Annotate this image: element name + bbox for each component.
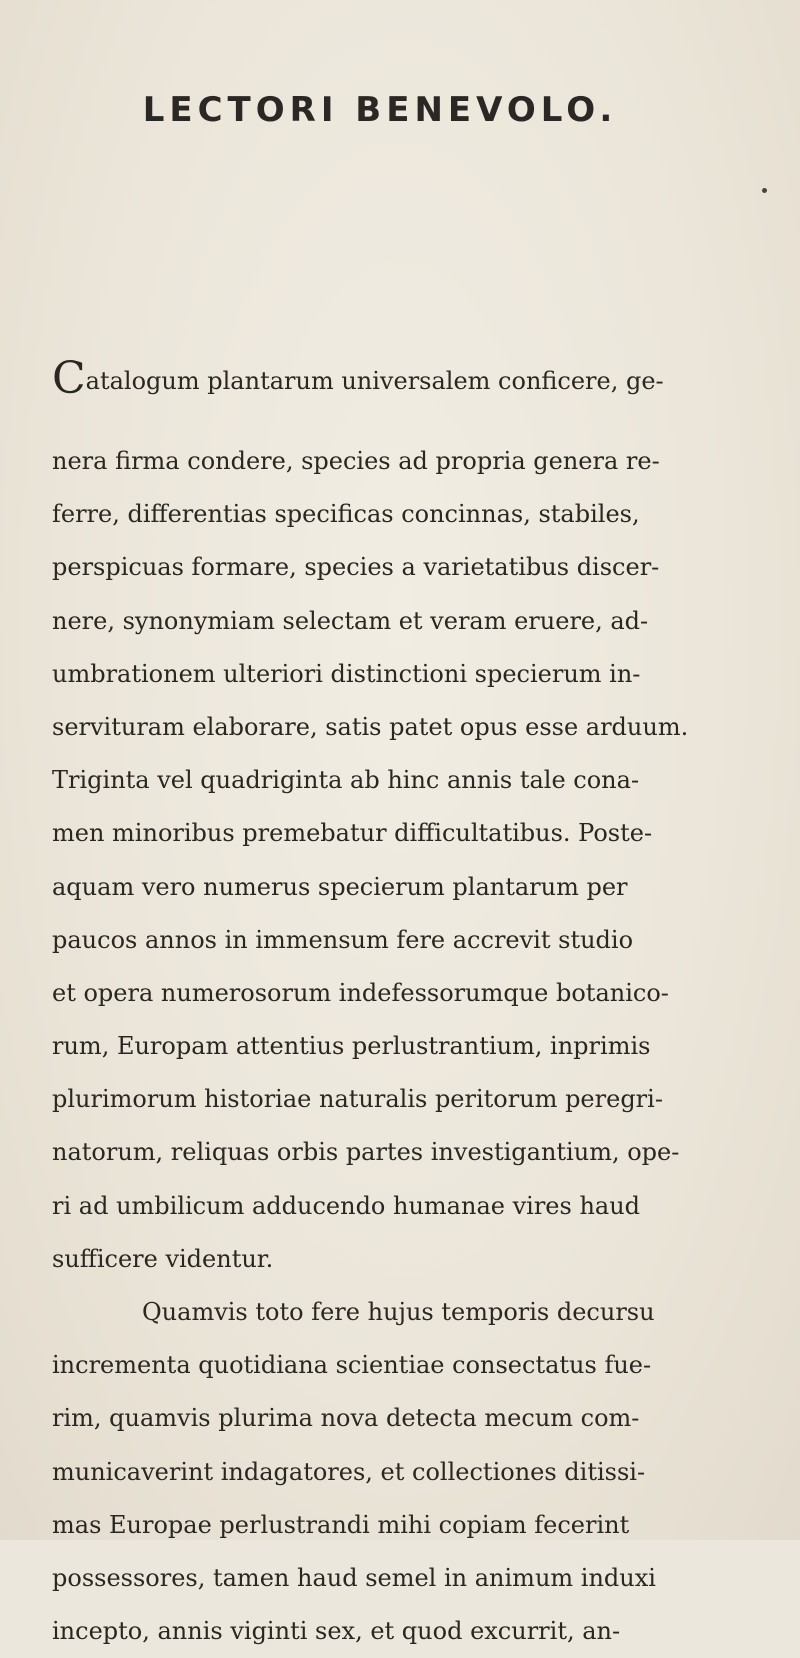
text-line: ri ad umbilicum adducendo humanae vires haud xyxy=(52,1191,641,1220)
paragraph-first-line: Quamvis toto fere hujus temporis decursu xyxy=(142,1298,655,1326)
text-line: rum, Europam attentius perlustrantium, inprimis xyxy=(52,1032,651,1061)
text-line: municaverint indagatores, et collectiones ditissi- xyxy=(52,1457,646,1486)
body-text xyxy=(52,435,772,1658)
text-line: plurimorum historiae naturalis peritorum peregri- xyxy=(52,1085,663,1114)
paragraph-first-line xyxy=(52,355,772,408)
text-line: umbrationem ulteriori distinctioni specierum in- xyxy=(52,659,641,688)
text-line: natorum, reliquas orbis partes investigantium, ope- xyxy=(52,1138,680,1167)
text-line: rim, quamvis plurima nova detecta mecum com- xyxy=(52,1404,640,1433)
first-line-text: atalogum plantarum universalem conficere, ge- xyxy=(85,367,664,395)
text-line: possessores, tamen haud semel in animum induxi xyxy=(52,1563,656,1592)
text-line: mas Europae perlustrandi mihi copiam fecerint xyxy=(52,1510,630,1539)
text-line: perspicuas formare, species a varietatibus discer- xyxy=(52,553,660,582)
page-heading: LECTORI BENEVOLO. xyxy=(142,90,618,130)
text-line: nera firma condere, species ad propria genera re- xyxy=(52,447,660,475)
text-line: incrementa quotidiana scientiae consectatus fue- xyxy=(52,1351,652,1380)
text-line: men minoribus premebatur difficultatibus. Poste- xyxy=(52,819,653,848)
text-line: ferre, differentias specificas concinnas, stabiles, xyxy=(52,500,640,529)
text-line: et opera numerosorum indefessorumque botanico- xyxy=(52,978,669,1007)
text-line: sufficere videntur. xyxy=(52,1244,274,1273)
text-line: nere, synonymiam selectam et veram eruere, ad- xyxy=(52,606,649,635)
text-line: aquam vero numerus specierum plantarum per xyxy=(52,872,628,901)
text-line: incepto, annis viginti sex, et quod excurrit, an- xyxy=(52,1617,621,1646)
initial-capital: C xyxy=(52,353,86,404)
text-line: servituram elaborare, satis patet opus esse arduum. xyxy=(52,712,689,741)
ink-speck xyxy=(762,188,767,193)
text-line: Triginta vel quadriginta ab hinc annis tale cona- xyxy=(52,766,640,795)
text-line: paucos annos in immensum fere accrevit studio xyxy=(52,925,634,954)
